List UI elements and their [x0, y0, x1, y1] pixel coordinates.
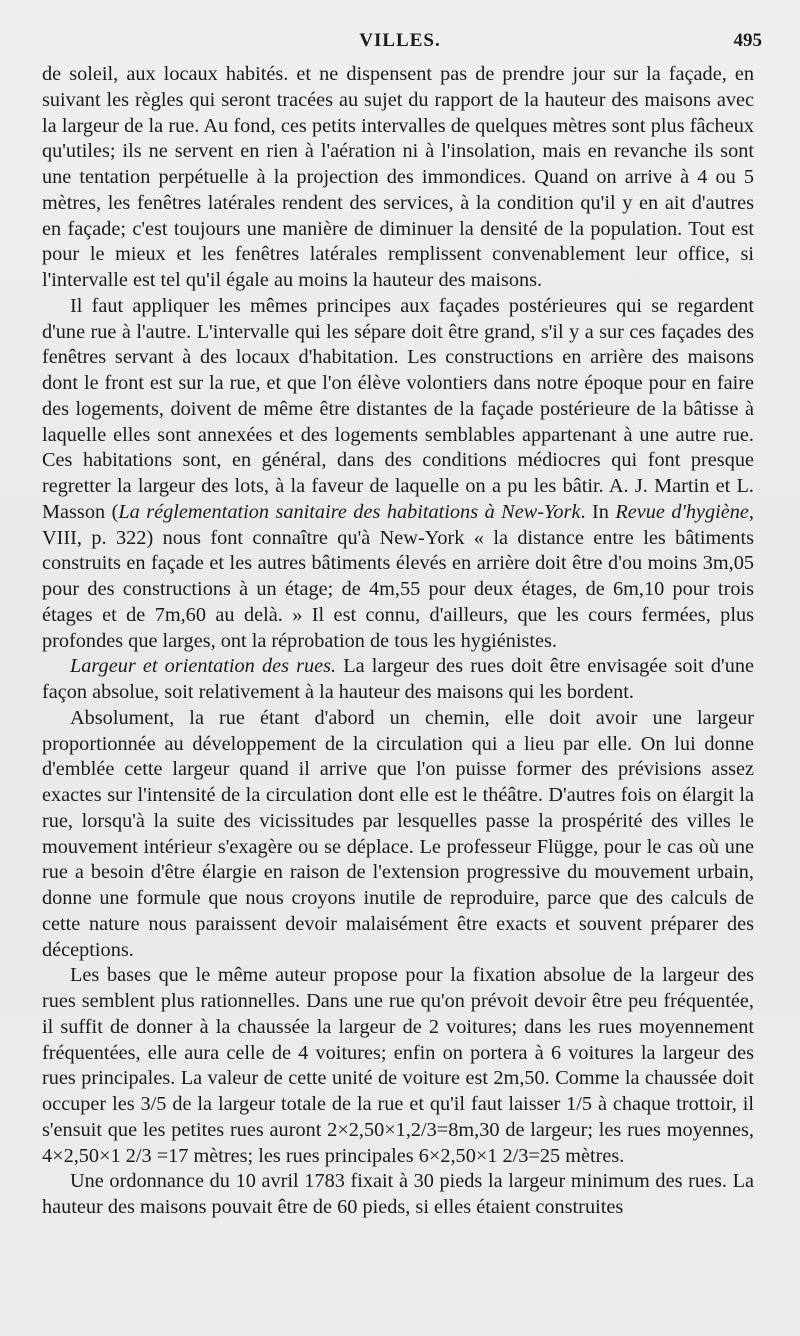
paragraph-text: Une ordonnance du 10 avril 1783 fixait à 30 pieds la largeur minimum des rues. La hauteur des maisons pouvait être de 60 pieds, si elles étaient construites [42, 1170, 754, 1218]
cited-journal: Revue d'hygiène [615, 500, 749, 523]
paragraph-text: de soleil, aux locaux habités. et ne dispensent pas de prendre jour sur la façade, en suivant les règles qui seront tracées au sujet du rapport de la hauteur des maisons avec la largeur de la rue. Au fond, ces petits intervalles de quelques mètres sont plus fâcheux qu'utiles; ils ne servent en rien à l'aération ni à l'insolation, mais en revanche ils sont une tentation perpétuelle à la projection des immondices. Quand on arrive à 4 ou 5 mètres, les fenêtres latérales rendent des services, à la condition qu'il y en ait d'autres en façade; c'est toujours une manière de diminuer la densité de la population. Tout est pour le mieux et les fenêtres latérales remplissent convenablement leur office, si l'intervalle est tel qu'il égale au moins la hauteur des maisons. [42, 63, 754, 291]
paragraph-text: , VIII, p. 322) nous font connaître qu'à New-York « la distance entre les bâtiments construits en façade et les autres bâtiments élevés en arrière doit être d'ou moins 3m,05 pour des constructions à un étage; de 4m,55 pour deux étages, de 6m,10 pour trois étages et de 7m,60 au delà. » Il est connu, d'ailleurs, que les cours fermées, plus profondes que larges, ont la réprobation de tous les hygiénistes. [42, 500, 754, 652]
body-text [42, 62, 754, 1221]
paragraph-text: . In [580, 500, 616, 523]
running-title: VILLES. [359, 30, 441, 51]
cited-title: La réglementation sanitaire des habitations à New-York [118, 500, 581, 523]
paragraph-text: La largeur des rues doit être envisagée soit d'une façon absolue, soit relativement à la hauteur des maisons qui les bordent. [42, 655, 754, 703]
paragraph-4 [42, 706, 754, 964]
paragraph-3 [42, 654, 754, 706]
paragraph-5 [42, 963, 754, 1169]
paragraph-text: Les bases que le même auteur propose pour la fixation absolue de la largeur des rues semblent plus rationnelles. Dans une rue qu'on prévoit devoir être peu fréquentée, il suffit de donner à la chaussée la largeur de 2 voitures; dans les rues moyennement fréquentées, elle aura celle de 4 voitures; enfin on portera à 6 voitures la largeur des rues principales. La valeur de cette unité de voiture est 2m,50. Comme la chaussée doit occuper les 3/5 de la largeur totale de la rue et qu'il faut laisser 1/5 à chaque trottoir, il s'ensuit que les petites rues auront 2×2,50×1,2/3=8m,30 de largeur; les rues moyennes, 4×2,50×1 2/3 =17 mètres; les rues principales 6×2,50×1 2/3=25 mètres. [42, 964, 754, 1167]
page-number: 495 [733, 30, 762, 51]
page-header [0, 30, 800, 60]
section-heading: Largeur et orientation des rues. [70, 655, 337, 678]
paragraph-6 [42, 1169, 754, 1221]
paragraph-2 [42, 294, 754, 655]
paragraph-1 [42, 62, 754, 294]
paragraph-text: Absolument, la rue étant d'abord un chemin, elle doit avoir une largeur proportionnée au développement de la circulation qui a lieu par elle. On lui donne d'emblée cette largeur quand il arrive que l'on puisse former des prévisions assez exactes sur l'intensité de la circulation dont elle est le théâtre. D'autres fois on élargit la rue, lorsqu'à la suite des vicissitudes par lesquelles passe la prospérité des villes le mouvement intérieur s'exagère ou se déplace. Le professeur Flügge, pour le cas où une rue a besoin d'être élargie en raison de l'extension progressive du mouvement urbain, donne une formule que nous croyons inutile de reproduire, parce que des calculs de cette nature nous paraissent devoir malaisément être exacts et souvent préparer des déceptions. [42, 706, 754, 961]
paragraph-text: Il faut appliquer les mêmes principes aux façades postérieures qui se regardent d'une rue à l'autre. L'intervalle qui les sépare doit être grand, s'il y a sur ces façades des fenêtres servant à des locaux d'habitation. Les constructions en arrière des maisons dont le front est sur la rue, et que l'on élève volontiers dans notre époque pour en faire des logements, doivent de même être distantes de la façade postérieure de la bâtisse à laquelle elles sont annexées et des logements semblables appartenant à une autre rue. Ces habitations sont, en général, dans des conditions médiocres qui font presque regretter la largeur des lots, à la faveur de laquelle on a pu les bâtir. A. J. Martin et L. Masson ( [42, 294, 754, 523]
